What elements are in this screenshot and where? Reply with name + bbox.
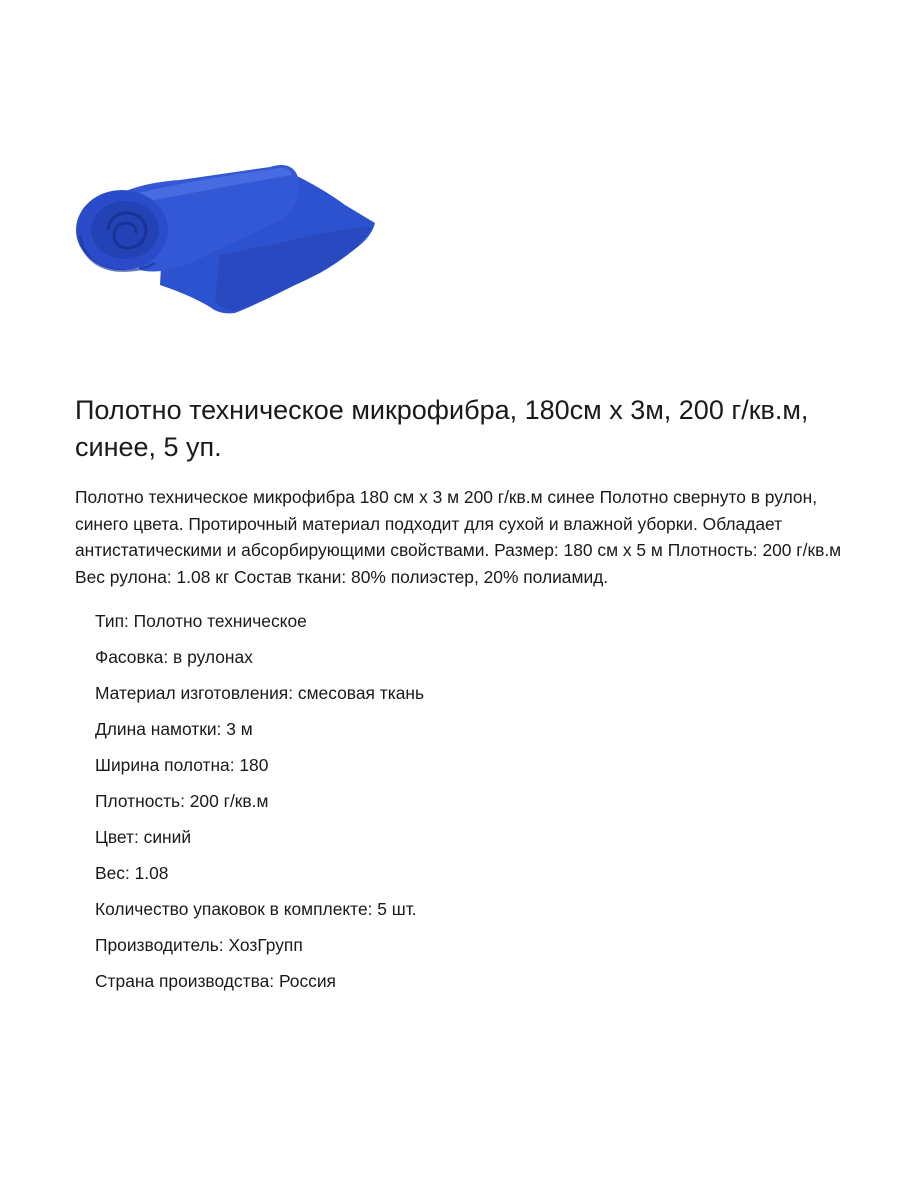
product-title: Полотно техническое микрофибра, 180см х 3м, 200 г/кв.м, синее, 5 уп. (75, 395, 809, 462)
spec-pack-count: Количество упаковок в комплекте: 5 шт. (95, 899, 417, 919)
spec-material: Материал изготовления: смесовая ткань (95, 683, 425, 703)
spec-country: Страна производства: Россия (95, 971, 336, 991)
spec-width: Ширина полотна: 180 (95, 755, 269, 775)
spec-packaging: Фасовка: в рулонах (95, 647, 253, 667)
product-description: Полотно техническое микрофибра 180 см х 3 м 200 г/кв.м синее Полотно свернуто в рулон, синего цвета. Протирочный материал подходит для сухой и влажной уборки. Обладает антистатическими и абсорбирующими свойствами. Размер: 180 см х 5 м Плотность: 200 г/кв.м Вес рулона: 1.08 кг Состав ткани: 80% полиэстер, 20% полиамид. (75, 487, 842, 587)
spec-weight: Вес: 1.08 (95, 863, 169, 883)
spec-manufacturer: Производитель: ХозГрупп (95, 935, 303, 955)
spec-density: Плотность: 200 г/кв.м (95, 791, 269, 811)
spec-type: Тип: Полотно техническое (95, 611, 307, 631)
spec-roll-length: Длина намотки: 3 м (95, 719, 253, 739)
product-image (70, 135, 380, 320)
fabric-roll-end-inner (91, 201, 159, 259)
spec-color: Цвет: синий (95, 827, 192, 847)
spec-list (95, 603, 424, 999)
